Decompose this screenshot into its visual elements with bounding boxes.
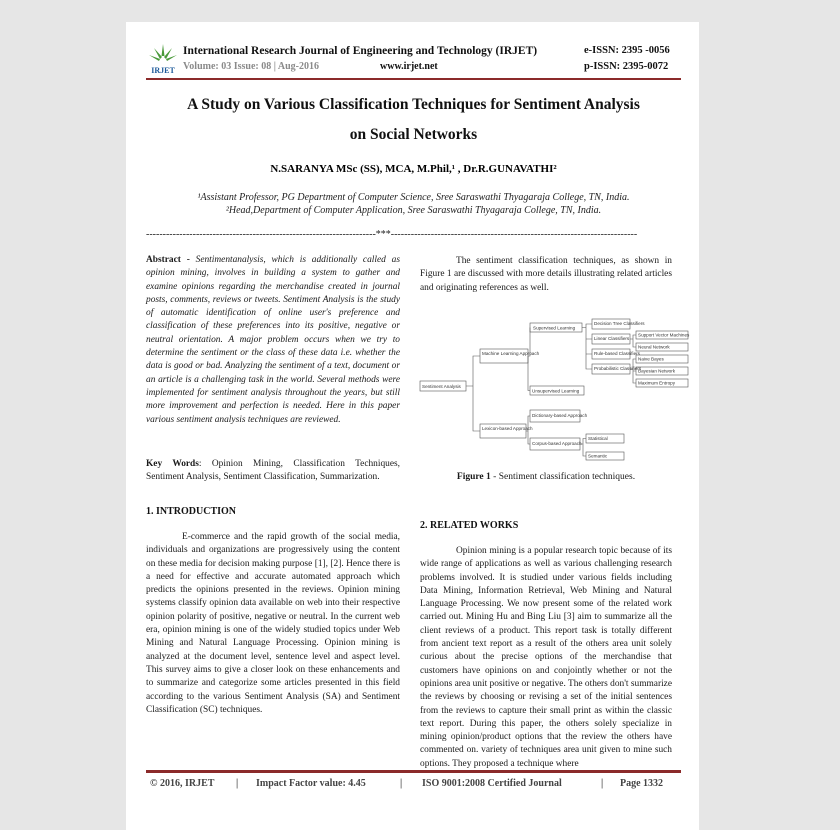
footer-copyright: © 2016, IRJET (150, 778, 215, 789)
affiliation-1: ¹Assistant Professor, PG Department of Computer Science, Sree Saraswathi Thyagaraja College, TN, India. (197, 192, 630, 203)
e-issn: e-ISSN: 2395 -0056 (584, 45, 670, 56)
p-issn: p-ISSN: 2395-0072 (584, 61, 669, 72)
abstract-label: Abstract - (146, 255, 190, 265)
figure-caption-label: Figure 1 (456, 472, 491, 482)
figure-caption-text: - Sentiment classification techniques. (490, 472, 636, 482)
footer-sep-2: | (400, 778, 403, 789)
abstract-text: Sentimentanalysis, which is additionally called as opinion mining, involves in building a system to gather and examine opinions regarding the merchandise created in journal posts, comments, reviews or tweets. Sentiment Analysis is the study of automatic identification of online user's preference and classification of these preferences into its positive, negative or neutral orientation. A major problem occurs when we try to determine the sentiment or the class of these data i.e. whether the data is good or bad. Analyzing the sentiment of a text, document or an article is a challenging task in the world. Several methods were implemented for sentiment analysis throughout the years, but still more improvement and perfection is needed. Here in this paper various sentiment analysis techniques are reviewed. (146, 255, 400, 425)
irjet-logo-icon (146, 42, 180, 76)
figure-intro (420, 255, 672, 295)
related-body (420, 545, 672, 771)
fig-sem: Semantic (588, 453, 608, 459)
logo-text: IRJET (151, 66, 175, 75)
footer-impact: Impact Factor value: 4.45 (256, 778, 366, 789)
footer-sep-3: | (601, 778, 604, 789)
fig-root: Sentiment Analysis (422, 384, 461, 389)
footer-iso: ISO 9001:2008 Certified Journal (422, 778, 562, 789)
footer-page: Page 1332 (620, 778, 664, 789)
fig-corpus: Corpus-based Approach (532, 441, 582, 446)
related-text: Opinion mining is a popular research topic because of its wide range of applications as well as various challenging research problems involved. It is studied under various fields including Data Mining, Information Retrieval, Web Mining and Natural Language Processing. We now present some of the related work carried out. Mining Hu and Bing Liu [3] aim to summarize all the client reviews of a product. This report task is totally different from ancient text report as a result of the others area unit solely curious about the precise options of the merchandise that customers have opinions on and conjointly whether or not the opinions area unit positive or negative. The others don't summarize the reviews by choosing or revising a set of the initial sentences from the reviews to capture their small print as within the classic text report. During this paper, the others solely specialize in mining opinion/product options that the review the others have commented on. variety of techniques area unit given to mine such options. They proposed a technique where (420, 546, 672, 769)
fig-rule: Rule-based Classifiers (594, 351, 640, 356)
header-rule (146, 78, 681, 80)
figure-intro-text: The sentiment classification techniques, as shown in Figure 1 are discussed with more details illustrating related articles and originating references as well. (420, 256, 672, 293)
fig-nb: Naive Bayes (638, 356, 664, 362)
fig-dtree: Decision Tree Classifiers (594, 321, 645, 326)
volume-issue: Volume: 03 Issue: 08 | Aug-2016 (183, 61, 320, 72)
fig-unsupervised: Unsupervised Learning (532, 388, 580, 394)
paper-title-line1: A Study on Various Classification Techniques for Sentiment Analysis (187, 96, 640, 113)
journal-name: International Research Journal of Engineering and Technology (IRJET) (183, 45, 538, 57)
fig-ml: Machine Learning Approach (482, 351, 540, 356)
intro-body (146, 531, 400, 717)
fig-linear: Linear Classifiers (594, 336, 630, 341)
fig-lex: Lexicon-based Approach (482, 426, 533, 431)
fig-bn: Bayesian Network (638, 368, 676, 374)
keywords-label: Key Words (146, 459, 199, 469)
footer-rule (146, 770, 681, 773)
intro-text: E-commerce and the rapid growth of the social media, individuals and organizations are progressively using the content on these media for decision making purpose [1], [2]. Hence there is a need for effective and accurate automated approach which predicts the opinions presented in the reviews. Opinion mining systems classify opinion data available on web into their respective opinion polarity of positive, negative or neutral. In the current web era, opinion mining is one of the widely studied topics under Web Mining and Natural Language Processing. Opinion mining is analyzed at the document level, sentence level and aspect level. This survey aims to give a closer look on these enhancements and to summarize and categorize some articles presented in this field according to the various Sentiment Analysis (SA) and Sentiment Classification (SC) techniques. (146, 532, 400, 715)
fig-supervised: Supervised Learning (533, 325, 576, 331)
fig-stat: Statistical (588, 436, 608, 441)
affiliation-2: ²Head,Department of Computer Application, Sree Saraswathi Thyagaraja College, TN, India. (225, 205, 602, 216)
journal-website: www.irjet.net (380, 61, 438, 72)
keywords-text: : Opinion Mining, Classification Techniques, Sentiment Analysis, Sentiment Classification, Summarization. (146, 459, 400, 483)
author-line: N.SARANYA MSc (SS), MCA, M.Phil,¹ , Dr.R.GUNAVATHI² (270, 163, 557, 175)
fig-prob: Probabilistic Classifiers (594, 366, 642, 371)
abstract (146, 254, 400, 427)
keywords (146, 458, 400, 485)
sentiment-techniques-diagram (418, 308, 700, 468)
fig-svm: Support Vector Machines (638, 332, 690, 338)
paper-title-line2: on Social Networks (349, 126, 478, 143)
fig-dict: Dictionary-based Approach (532, 413, 588, 418)
intro-heading: 1. INTRODUCTION (146, 506, 237, 517)
footer-sep-1: | (236, 778, 239, 789)
fig-me: Maximum Entropy (638, 380, 676, 386)
figure-caption (420, 471, 672, 484)
fig-nn: Neural Network (638, 344, 670, 350)
separator-line: ---------------------------------------------------------------------***-------------------------------------------------------------------------- (146, 229, 638, 240)
related-heading: 2. RELATED WORKS (420, 520, 519, 531)
